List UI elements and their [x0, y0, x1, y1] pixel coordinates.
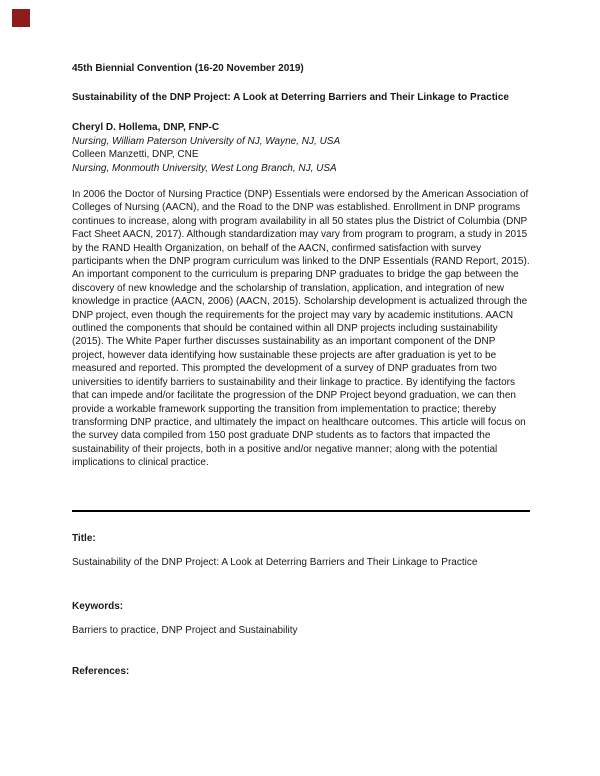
author-block — [72, 121, 530, 175]
author-name-primary: Cheryl D. Hollema, DNP, FNP-C — [72, 122, 220, 133]
abstract-body-text: In 2006 the Doctor of Nursing Practice (DNP) Essentials were endorsed by the American Association of Colleges of Nursing (AACN), and the Road to the DNP was established. Enrollment in DNP programs continues to increase, along with program availability in all 50 states plus the District of Columbia (DNP Fact Sheet AACN, 2017). Although standardization may vary from program to program, a study in 2015 by the RAND Health Organization, on behalf of the AACN, confirmed satisfaction with survey participants when the DNP program curriculum was linked to the DNP Essentials (RAND Report, 2015). An important component to the curriculum is preparing DNP graduates to bridge the gap between the discovery of new knowledge and the scholarship of translation, application, and integration of new knowledge in practice (AACN, 2006) (AACN, 2015). Scholarship development is actualized through the DNP project, even though the requirements for the project may vary by academic institutions. AACN outlined the components that should be contained within all DNP projects including sustainability (2015). The White Paper further discusses sustainability as an important component of the DNP project, however data identifying how sustainable these projects are after graduation is yet to be measured and reported. This prompted the development of a survey of DNP graduates from two universities to identify barriers to sustainability and their linkage to practice. By identifying the factors that can impede and/or facilitate the progression of the DNP Project beyond graduation, we can then provide a workable framework supporting the transition from implementation to practice; thereby transforming DNP practice, and ultimately the impact on healthcare outcomes. This article will focus on the survey data compiled from 150 post graduate DNP students as to factors that impacted the sustainability of their projects, both in a positive and/or negative manner; along with the potential implications to clinical practice. — [72, 189, 530, 469]
title-field-label: Title: — [72, 532, 96, 544]
convention-header: 45th Biennial Convention (16-20 November 2019) — [72, 63, 304, 74]
abstract-title: Sustainability of the DNP Project: A Look at Deterring Barriers and Their Linkage to Practice — [72, 92, 509, 103]
abstract-content — [72, 62, 530, 678]
author-affiliation-secondary: Nursing, Monmouth University, West Long Branch, NJ, USA — [72, 162, 337, 174]
red-corner-marker-icon — [12, 9, 30, 27]
keywords-field-label: Keywords: — [72, 600, 124, 612]
title-field-value: Sustainability of the DNP Project: A Look at Deterring Barriers and Their Linkage to Practice — [72, 556, 478, 568]
author-affiliation-primary: Nursing, William Paterson University of NJ, Wayne, NJ, USA — [72, 135, 341, 147]
section-divider — [72, 510, 530, 512]
keywords-field-value: Barriers to practice, DNP Project and Sustainability — [72, 624, 298, 636]
author-name-secondary: Colleen Manzetti, DNP, CNE — [72, 149, 199, 160]
references-field-label: References: — [72, 665, 130, 677]
